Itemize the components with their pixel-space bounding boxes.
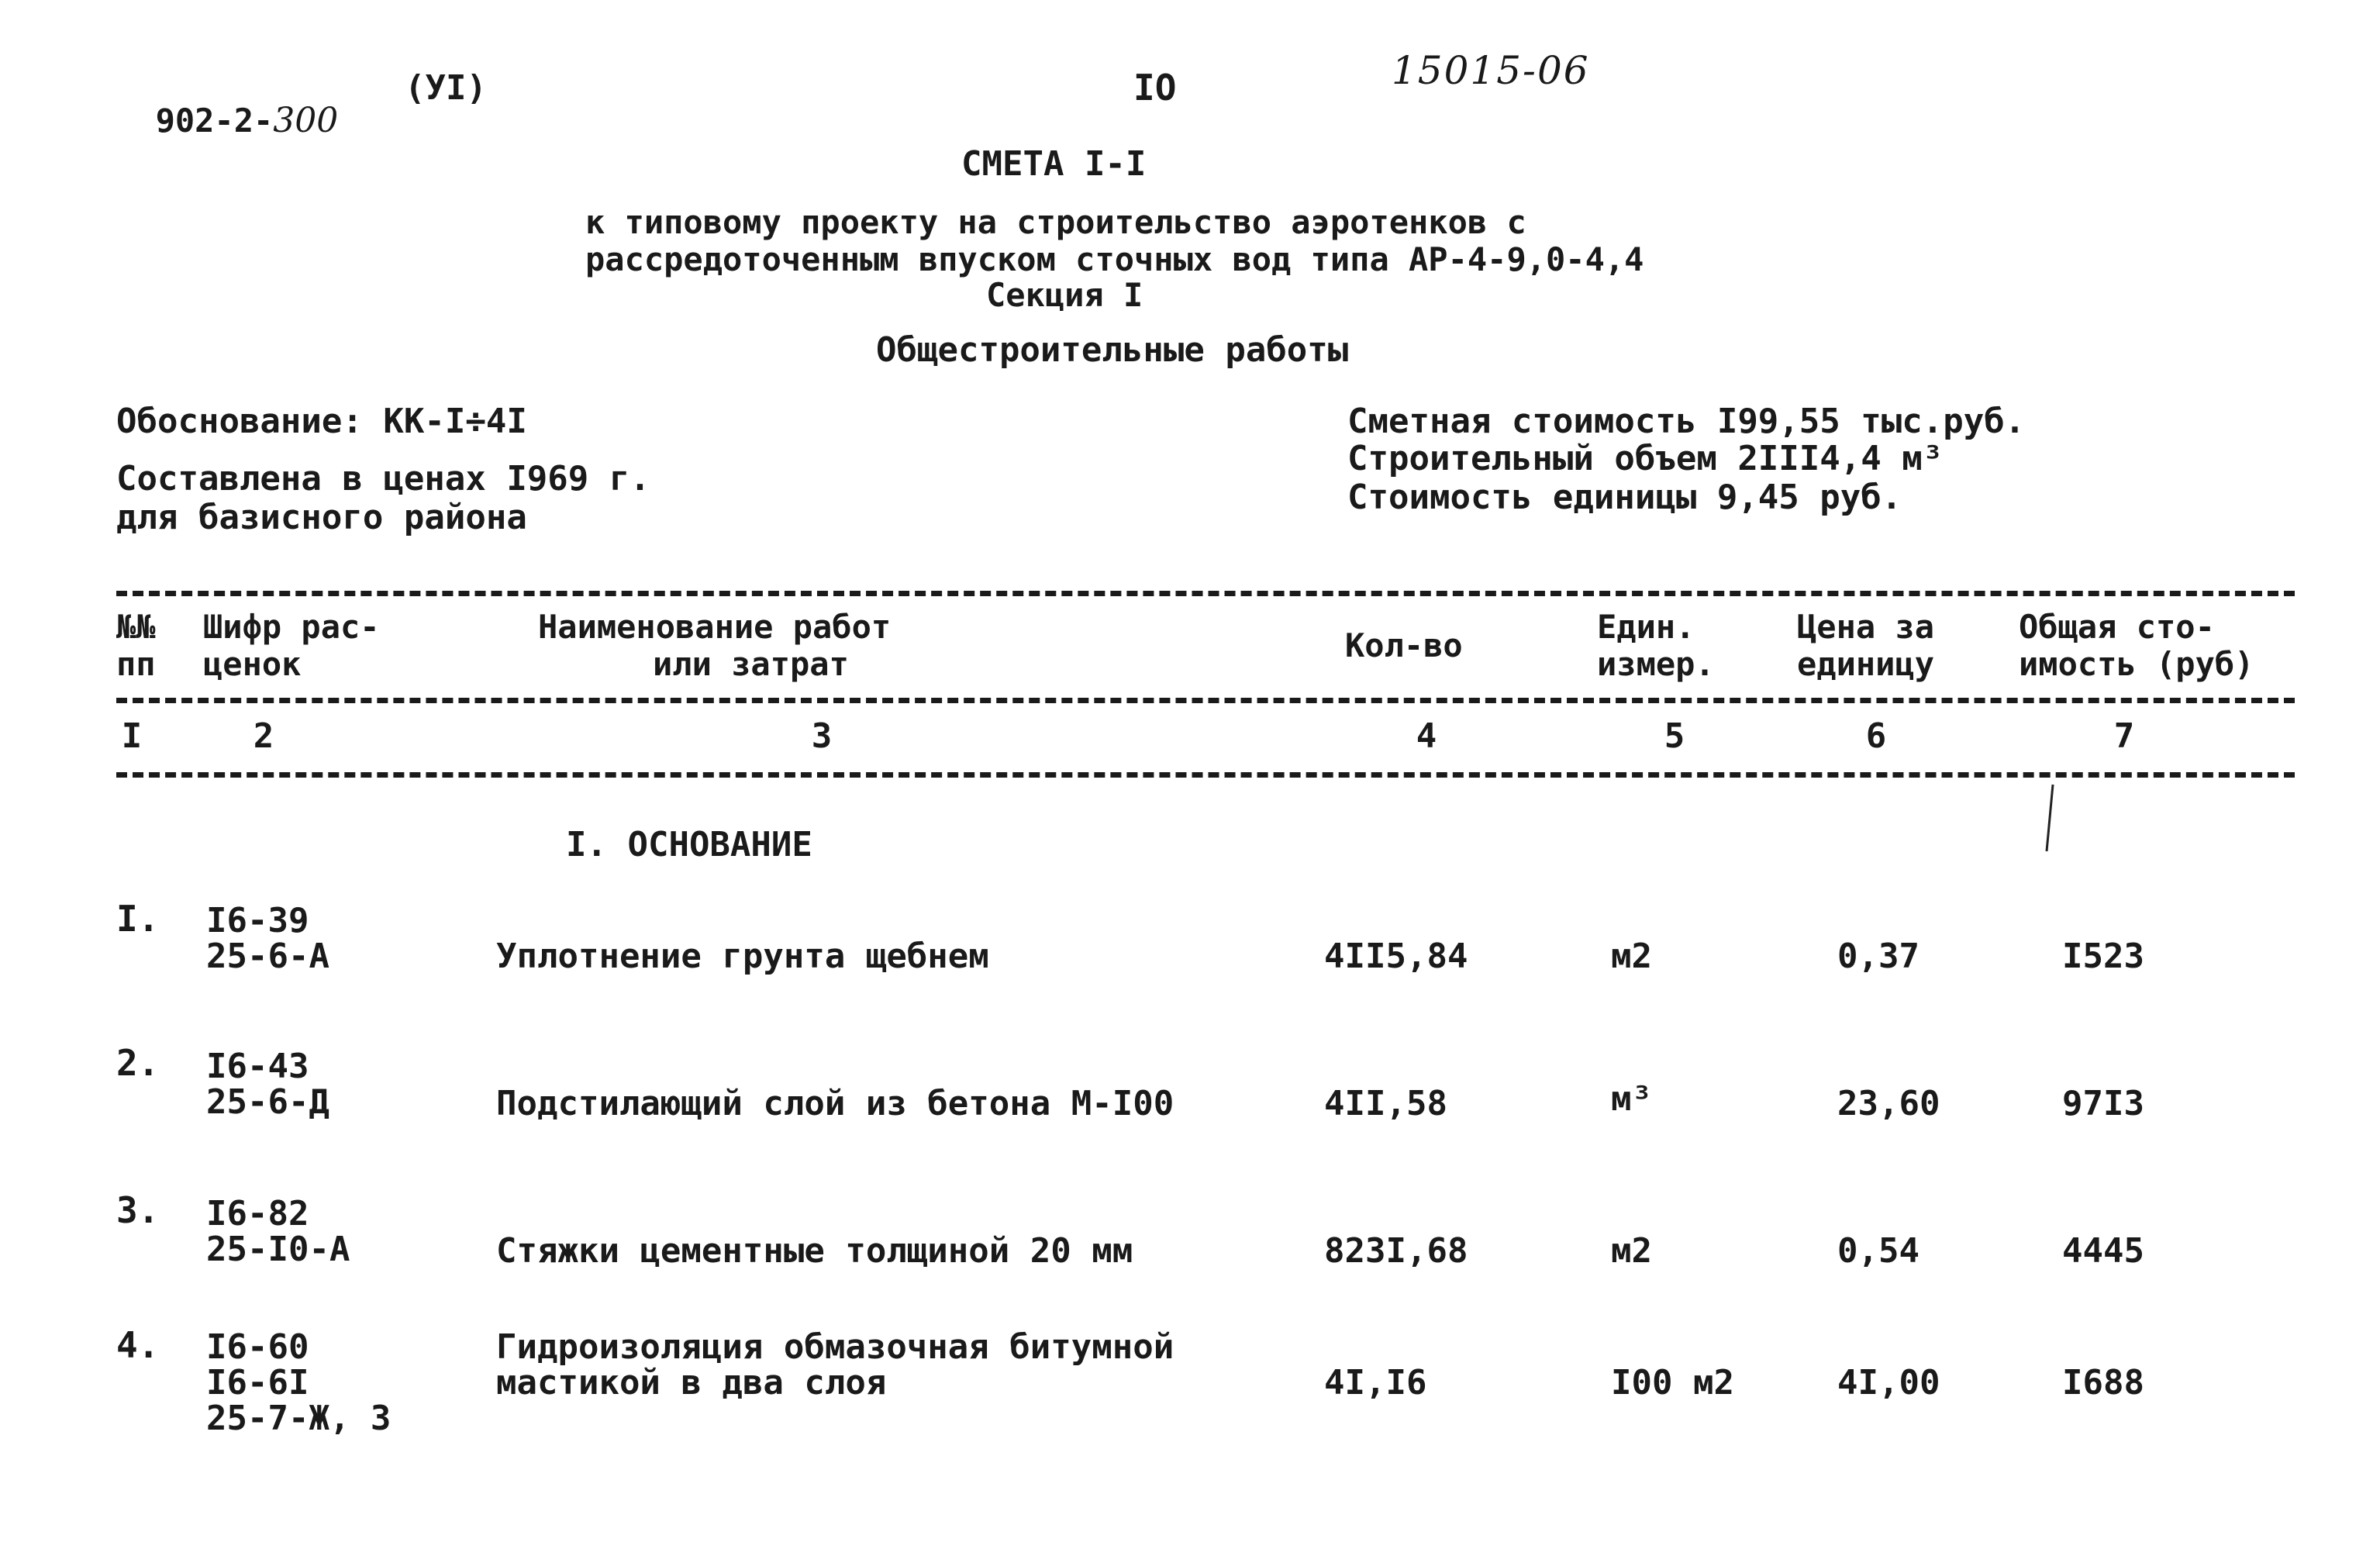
region: для базисного района xyxy=(116,498,527,537)
row-code-2: 25-6-Д xyxy=(206,1082,329,1122)
row-unit: м2 xyxy=(1611,937,1652,976)
header-col-1-line-1: №№ xyxy=(116,608,156,646)
header-mid-rule xyxy=(116,698,2295,703)
row-total: I523 xyxy=(2062,937,2144,976)
unit-cost: Стоимость единицы 9,45 руб. xyxy=(1347,478,1902,517)
work-type: Общестроительные работы xyxy=(876,330,1349,370)
row-total: 4445 xyxy=(2062,1231,2144,1271)
header-col-2-line-2: ценок xyxy=(203,645,302,683)
row-code-1: I6-39 xyxy=(206,901,309,940)
column-number-2: 2 xyxy=(253,716,274,756)
prices-year: Составлена в ценах I969 г. xyxy=(116,459,650,499)
row-quantity: 823I,68 xyxy=(1324,1231,1468,1271)
row-code-3: 25-7-Ж, З xyxy=(206,1399,391,1438)
basis: Обоснование: КК-I÷4I xyxy=(116,402,527,441)
table-top-rule xyxy=(116,591,2295,596)
doc-code xyxy=(116,71,338,138)
column-number-1: I xyxy=(121,716,143,756)
row-code-1: I6-82 xyxy=(206,1194,309,1233)
doc-code-typed: 902-2- xyxy=(155,102,274,140)
pencil-mark xyxy=(2039,781,2062,859)
estimated-cost: Сметная стоимость I99,55 тыс.руб. xyxy=(1347,402,2026,441)
row-name-line-1: Гидроизоляция обмазочная битумной xyxy=(496,1327,1174,1367)
row-name: Подстилающий слой из бетона М-I00 xyxy=(496,1084,1174,1123)
row-total: 97I3 xyxy=(2062,1084,2144,1123)
header-col-5-line-1: Един. xyxy=(1597,608,1695,646)
estimate-title: СМЕТА I-I xyxy=(961,144,1147,184)
row-price: 0,37 xyxy=(1837,937,1920,976)
header-col-7-line-2: имость (руб) xyxy=(2019,645,2254,683)
header-col-7-line-1: Общая сто- xyxy=(2019,608,2215,646)
row-price: 23,60 xyxy=(1837,1084,1940,1123)
row-name: Уплотнение грунта щебнем xyxy=(496,937,989,976)
construction-volume: Строительный объем 2III4,4 м³ xyxy=(1347,439,1944,478)
row-price: 0,54 xyxy=(1837,1231,1920,1271)
column-number-3: 3 xyxy=(811,716,833,756)
row-code-2: 25-I0-А xyxy=(206,1230,350,1269)
title-line-1: к типовому проекту на строительство аэротенков с xyxy=(585,203,1526,241)
row-number: I. xyxy=(116,898,160,940)
doc-code-handwritten: 300 xyxy=(273,101,339,140)
row-quantity: 4I,I6 xyxy=(1324,1363,1427,1402)
column-number-6: 6 xyxy=(1865,716,1887,756)
row-unit: I00 м2 xyxy=(1611,1363,1734,1402)
section-label: Секция I xyxy=(986,276,1143,314)
column-number-4: 4 xyxy=(1416,716,1437,756)
row-total: I688 xyxy=(2062,1363,2144,1402)
row-code-2: I6-6I xyxy=(206,1363,309,1402)
header-col-3-line-1: Наименование работ xyxy=(538,608,892,646)
row-unit: м³ xyxy=(1611,1079,1652,1119)
header-bottom-rule xyxy=(116,772,2295,778)
row-code-1: I6-60 xyxy=(206,1327,309,1367)
header-col-4: Кол-во xyxy=(1345,626,1463,664)
title-line-2: рассредоточенным впуском сточных вод типа АР-4-9,0-4,4 xyxy=(585,240,1644,278)
column-number-7: 7 xyxy=(2113,716,2135,756)
header-col-2-line-1: Шифр рас- xyxy=(203,608,380,646)
row-price: 4I,00 xyxy=(1837,1363,1940,1402)
row-number: 2. xyxy=(116,1042,160,1084)
header-col-6-line-2: единицу xyxy=(1797,645,1935,683)
row-code-2: 25-6-А xyxy=(206,937,329,976)
column-number-5: 5 xyxy=(1664,716,1685,756)
row-code-1: I6-43 xyxy=(206,1047,309,1086)
row-quantity: 4II,58 xyxy=(1324,1084,1447,1123)
header-col-1-line-2: пп xyxy=(116,645,156,683)
header-col-6-line-1: Цена за xyxy=(1797,608,1935,646)
row-number: 3. xyxy=(116,1189,160,1231)
row-number: 4. xyxy=(116,1324,160,1366)
section-title: I. ОСНОВАНИЕ xyxy=(566,825,812,864)
header-col-3-line-2: или затрат xyxy=(653,645,849,683)
row-unit: м2 xyxy=(1611,1231,1652,1271)
archive-number: 15015-06 xyxy=(1392,48,1590,93)
doc-volume: (УI) xyxy=(405,68,487,108)
header-col-5-line-2: измер. xyxy=(1597,645,1715,683)
row-name-line-2: мастикой в два слоя xyxy=(496,1363,887,1402)
row-name: Стяжки цементные толщиной 20 мм xyxy=(496,1231,1133,1271)
page-number: IO xyxy=(1133,67,1177,109)
row-quantity: 4II5,84 xyxy=(1324,937,1468,976)
